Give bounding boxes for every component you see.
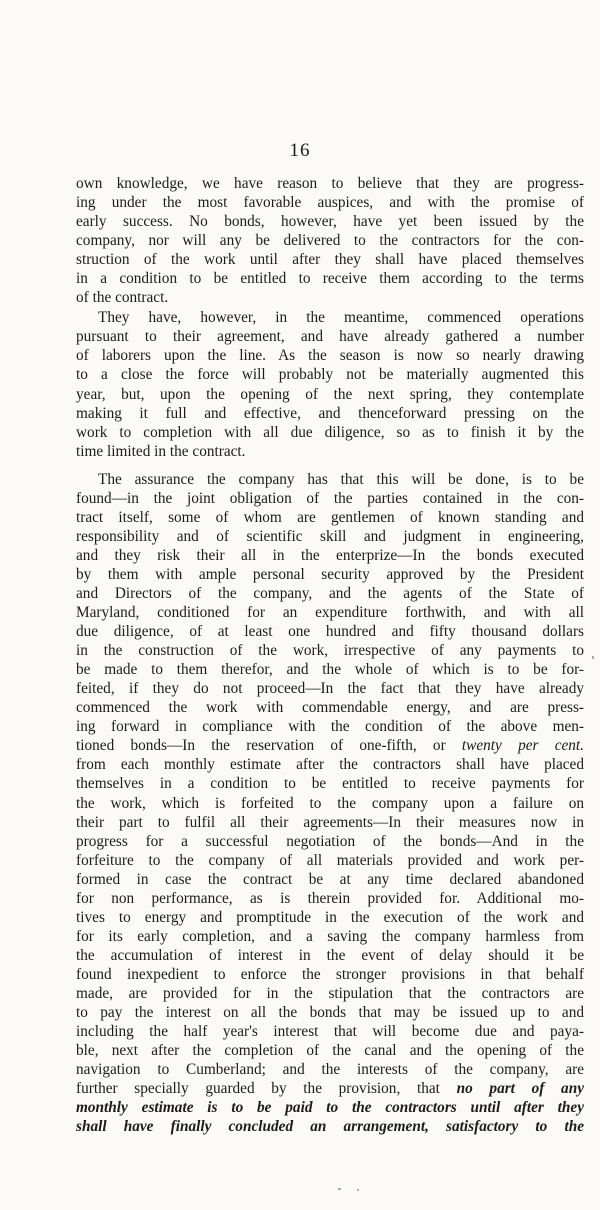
body-text [76,174,584,1136]
text-line: time limited in the contract. [76,442,246,460]
text-line: found inexpedient to enforce the stronger provisions in that behalf [76,965,584,983]
text-line: due diligence, of at least one hundred and fifty thousand dollars [76,623,584,641]
text-line: forfeiture to the company of all materials provided and work per- [76,851,584,869]
text-line: for its early completion, and a saving the company harmless from [76,927,584,945]
text-line: and Directors of the company, and the agents of the State of [76,584,584,602]
text-line: and they risk their all in the enterprize—In the bonds executed [76,546,584,564]
text-line: ble, next after the completion of the canal and the opening of the [76,1042,584,1060]
italic-emphasis: twenty per cent. [461,737,584,755]
paper-speck [592,656,594,659]
paragraph-1 [76,174,584,307]
text-line: responsibility and of scientific skill and judgment in engineering, [76,527,584,545]
text-line: pursuant to their agreement, and have already gathered a number [76,328,584,346]
paper-speck [338,1188,341,1190]
paragraph-2 [76,308,584,460]
text-line: early success. No bonds, however, have yet been issued by the [76,213,584,231]
text-line: Maryland, conditioned for an expenditure forthwith, and with all [76,604,584,622]
italic-emphasis: no part of any [456,1080,584,1098]
line-text: tioned bonds—In the reservation of one-fifth, or [76,737,462,755]
text-line: formed in case the contract be at any time declared abandoned [76,870,584,888]
text-line: made, are provided for in the stipulation that the contractors are [76,984,584,1002]
text-line: company, nor will any be delivered to the contractors for the con- [76,232,584,250]
text-line: of laborers upon the line. As the season is now so nearly drawing [76,347,584,365]
text-line: progress for a successful negotiation of the bonds—And in the [76,832,584,850]
text-line: of the contract. [76,289,169,307]
text-line: ing forward in compliance with the condition of the above men- [76,718,584,736]
text-line-with-italic-tail [76,1079,584,1098]
text-line: feited, if they do not proceed—In the fact that they have already [76,680,584,698]
text-line: tract itself, some of whom are gentlemen of known standing and [76,508,584,526]
text-line: from each monthly estimate after the contractors shall have placed [76,756,584,774]
italic-line: monthly estimate is to be paid to the contractors until after they [76,1099,584,1117]
text-line: struction of the work until after they shall have placed themselves [76,251,584,269]
text-line: by them with ample personal security approved by the President [76,565,584,583]
text-line: the accumulation of interest in the event of delay should it be [76,946,584,964]
line-text: further specially guarded by the provision, that [76,1080,440,1098]
text-line: in a condition to be entitled to receive them according to the terms [76,270,584,288]
text-line: themselves in a condition to be entitled to receive payments for [76,775,584,793]
page-number: 16 [289,140,311,161]
text-line: to pay the interest on all the bonds that may be issued up to and [76,1004,584,1022]
text-line: They have, however, in the meantime, commenced operations [98,309,584,327]
text-line: ing under the most favorable auspices, and with the promise of [76,194,584,212]
text-line: their part to fulfil all their agreements—In their measures now in [76,813,584,831]
text-line: year, but, upon the opening of the next spring, they contemplate [76,385,584,403]
text-line: commenced the work with commendable energy, and are press- [76,699,584,717]
italic-line: shall have finally concluded an arrangement, satisfactory to the [76,1118,584,1136]
text-line: the work, which is forfeited to the company upon a failure on [76,794,584,812]
text-line: in the construction of the work, irrespective of any payments to [76,642,584,660]
text-line: tives to energy and promptitude in the execution of the work and [76,908,584,926]
paper-speck [357,1189,359,1191]
text-line: found—in the joint obligation of the parties contained in the con- [76,489,584,507]
text-line: The assurance the company has that this will be done, is to be [98,470,584,488]
text-line: to a close the force will probably not be materially augmented this [76,366,584,384]
text-line: work to completion with all due diligence, so as to finish it by the [76,423,584,441]
text-line: including the half year's interest that will become due and paya- [76,1023,584,1041]
text-line: be made to them therefor, and the whole of which is to be for- [76,661,584,679]
text-line: making it full and effective, and thenceforward pressing on the [76,404,584,422]
paragraph-3 [76,470,584,1137]
text-line: own knowledge, we have reason to believe that they are progress- [76,175,584,192]
text-line: navigation to Cumberland; and the interests of the company, are [76,1061,584,1079]
text-line: for non performance, as is therein provided for. Additional mo- [76,889,584,907]
text-line-with-italic [76,736,584,755]
